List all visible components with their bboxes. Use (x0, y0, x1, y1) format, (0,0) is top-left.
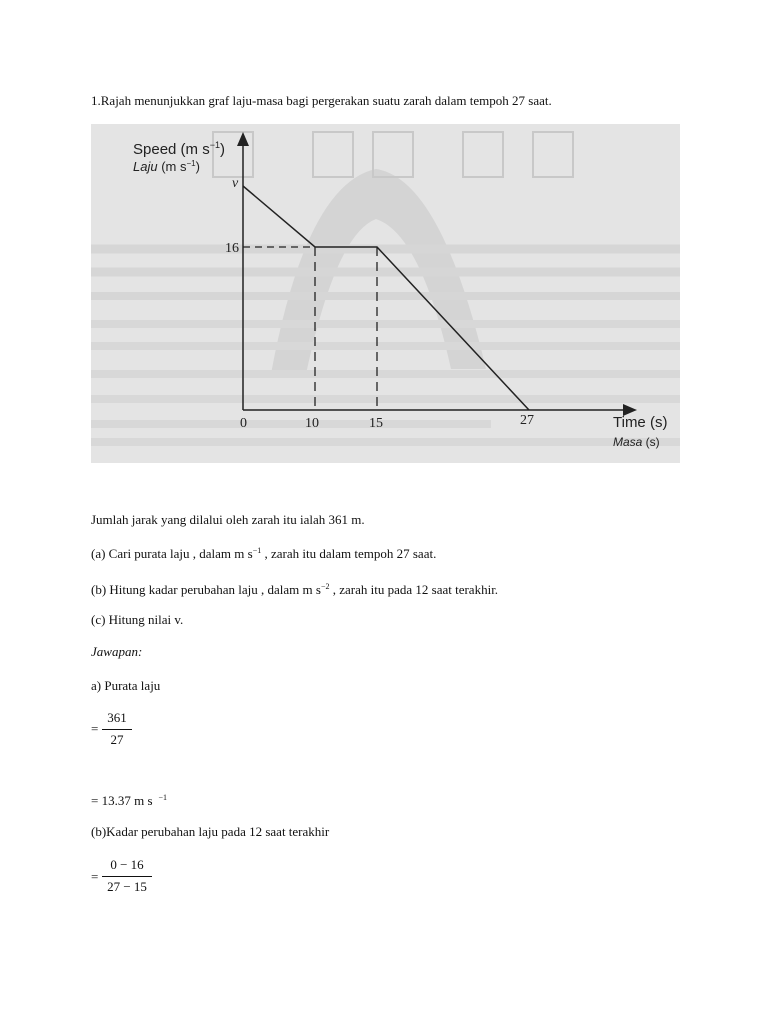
part-a-question (91, 546, 436, 564)
part-b-tail: , zarah itu pada 12 saat terakhir. (329, 582, 499, 597)
speed-time-graph-figure (91, 124, 680, 463)
answer-b-equals: = (91, 869, 99, 884)
part-c-question: (c) Hitung nilai v. (91, 612, 184, 627)
part-a-text: (a) Cari purata laju , dalam m s (91, 546, 253, 561)
answer-a-result-exponent: −1 (158, 793, 168, 802)
fraction-bar (102, 729, 132, 730)
part-b-text: (b) Hitung kadar perubahan laju , dalam m s (91, 582, 321, 597)
answer-b-fraction (102, 857, 152, 897)
fraction-bar (102, 876, 152, 877)
x-label-my: Masa (s) (613, 435, 660, 449)
answer-a-equals: = (91, 721, 99, 736)
y-axis-arrow-icon (237, 132, 249, 146)
answer-b-label: (b)Kadar perubahan laju pada 12 saat terakhir (91, 824, 330, 839)
answer-b-numerator: 0 − 16 (110, 857, 144, 872)
answer-a-label: a) Purata laju (91, 678, 161, 693)
y-label-en: Speed (m $s^{-1}$) (133, 140, 225, 158)
background-card-l (463, 132, 503, 177)
part-b-question (91, 582, 498, 600)
answer-heading: Jawapan: (91, 644, 143, 659)
tick-label-15: 15 (369, 416, 383, 431)
tick-label-10: 10 (305, 416, 319, 431)
part-a-tail: , zarah itu dalam tempoh 27 saat. (261, 546, 437, 561)
answer-a-fraction (102, 710, 132, 750)
tick-label-27: 27 (520, 413, 534, 428)
question-intro: 1.Rajah menunjukkan graf laju-masa bagi pergerakan suatu zarah dalam tempoh 27 saat. (91, 93, 552, 108)
tick-label-16: 16 (225, 241, 239, 256)
answer-a-result-text: = 13.37 m s (91, 793, 153, 808)
x-label-en: Time (s) (613, 414, 668, 431)
statement: Jumlah jarak yang dilalui oleh zarah itu ialah 361 m. (91, 512, 365, 527)
background-card-m (313, 132, 353, 177)
background-card-e (533, 132, 573, 177)
tick-label-v: v (232, 176, 239, 191)
answer-a-numerator: 361 (107, 710, 127, 725)
y-label-my: Laju (m $s^{-1}$) (133, 159, 200, 174)
answer-a-denominator: 27 (110, 732, 124, 747)
part-a-exponent: −1 (252, 546, 262, 555)
answer-a-result (91, 793, 167, 811)
speed-time-graph (91, 124, 680, 463)
part-b-exponent: −2 (320, 582, 330, 591)
answer-b-denominator: 27 − 15 (107, 879, 147, 894)
tick-label-0: 0 (240, 416, 247, 431)
